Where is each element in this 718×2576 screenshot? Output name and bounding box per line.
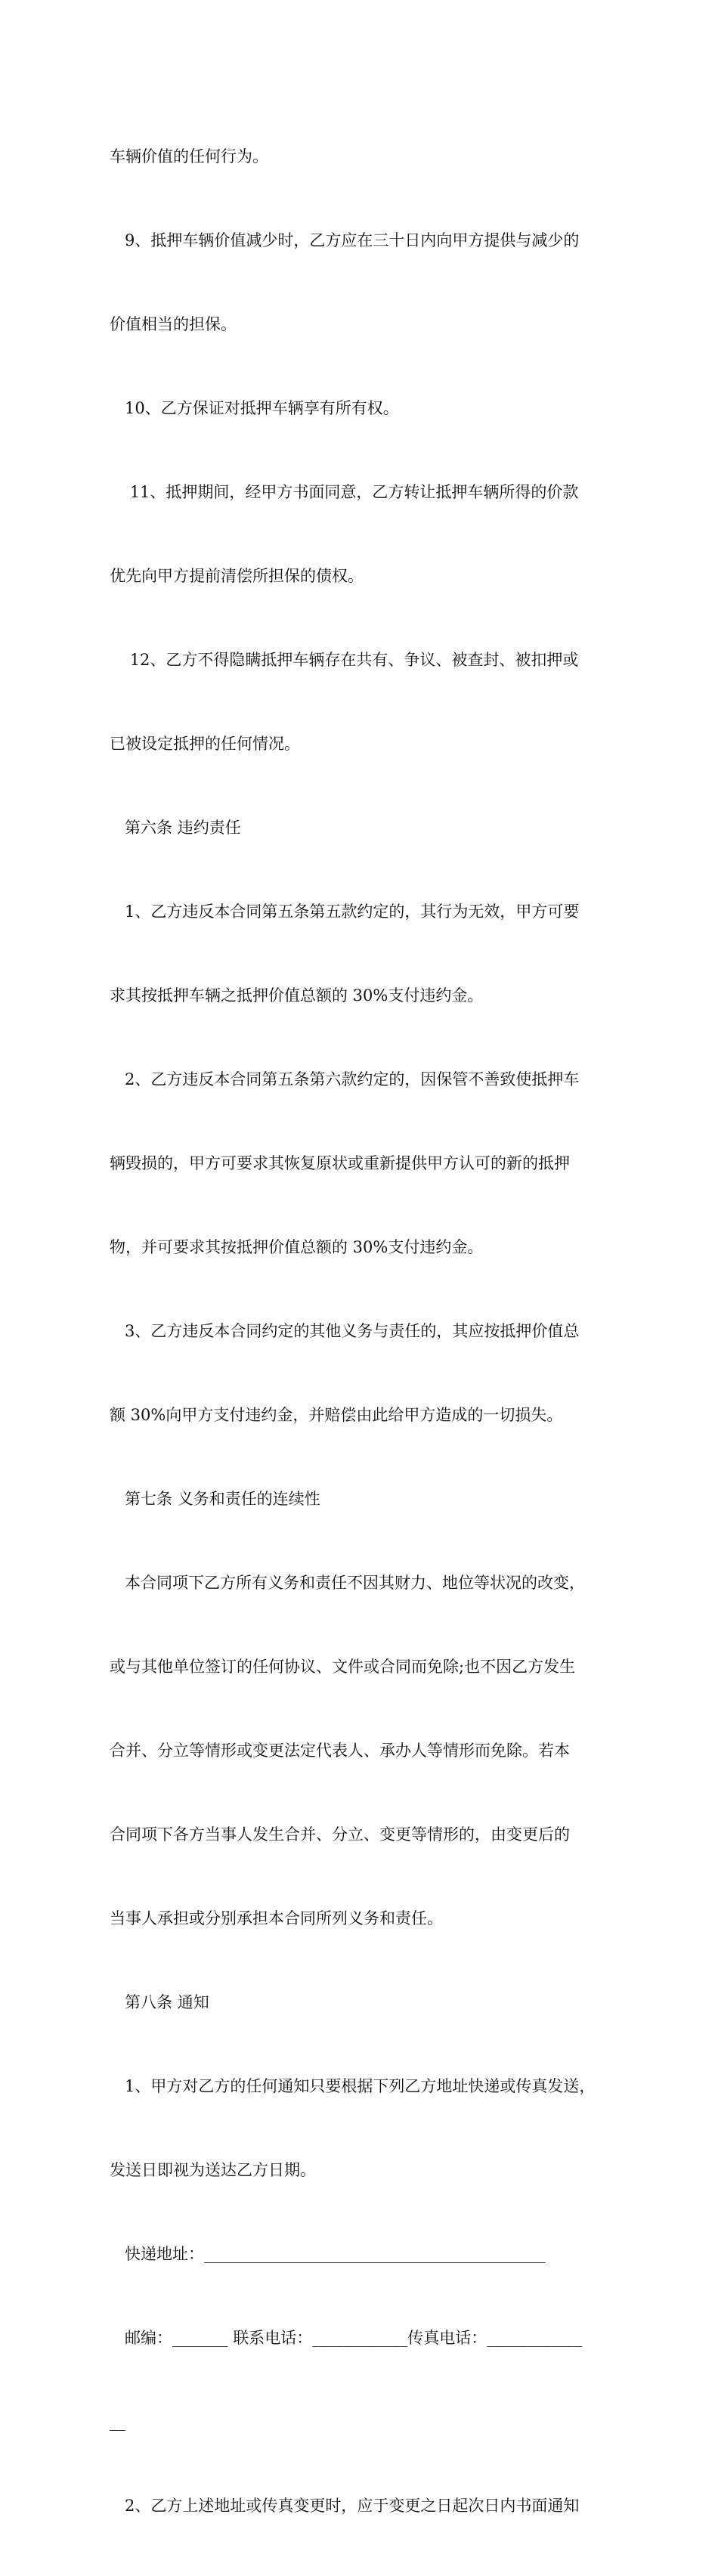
text-line: 额 30%向甲方支付违约金，并赔偿由此给甲方造成的一切损失。 [110, 1406, 563, 1424]
text-line: 求其按抵押车辆之抵押价值总额的 30%支付违约金。 [110, 986, 484, 1005]
text-line: 车辆价值的任何行为。 [110, 147, 268, 166]
text-line: 合并、分立等情形或变更法定代表人、承办人等情形而免除。若本 [110, 1742, 570, 1760]
section-heading: 第七条 义务和责任的连续性 [110, 1490, 320, 1508]
section-heading: 第八条 通知 [110, 1993, 209, 2011]
text-line: 11、抵押期间，经甲方书面同意，乙方转让抵押车辆所得的价款 [110, 483, 579, 501]
text-line: 2、乙方违反本合同第五条第六款约定的，因保管不善致使抵押车 [110, 1070, 580, 1088]
text-line: 2、乙方上述地址或传真变更时，应于变更之日起次日内书面通知 [110, 2497, 580, 2515]
text-line: 价值相当的担保。 [110, 315, 237, 333]
text-line: 1、甲方对乙方的任何通知只要根据下列乙方地址快递或传真发送， [110, 2077, 596, 2095]
text-line: 发送日即视为送达乙方日期。 [110, 2161, 316, 2179]
document-body [110, 87, 616, 2576]
text-line: 9、抵押车辆价值减少时，乙方应在三十日内向甲方提供与减少的 [110, 231, 580, 249]
contact-field-line: 邮编：_______ 联系电话：____________传真电话：____________ [110, 2329, 583, 2347]
text-line: 已被设定抵押的任何情况。 [110, 735, 300, 753]
text-line: 10、乙方保证对抵押车辆享有所有权。 [110, 399, 399, 417]
address-field-line: 快递地址：___________________________________________ [110, 2245, 546, 2263]
text-line: 辆毁损的，甲方可要求其恢复原状或重新提供甲方认可的新的抵押 [110, 1154, 570, 1172]
text-line: 3、乙方违反本合同约定的其他义务与责任的，其应按抵押价值总 [110, 1322, 580, 1340]
text-line: 本合同项下乙方所有义务和责任不因其财力、地位等状况的改变， [110, 1574, 586, 1592]
contact-field-line-cont: __ [110, 2413, 125, 2431]
text-line: 物，并可要求其按抵押价值总额的 30%支付违约金。 [110, 1238, 484, 1256]
text-line: 合同项下各方当事人发生合并、分立、变更等情形的，由变更后的 [110, 1825, 570, 1844]
text-line: 或与其他单位签订的任何协议、文件或合同而免除;也不因乙方发生 [110, 1658, 576, 1676]
text-line: 1、乙方违反本合同第五条第五款约定的，其行为无效，甲方可要 [110, 903, 580, 921]
document-page [110, 87, 616, 2576]
text-line: 12、乙方不得隐瞒抵押车辆存在共有、争议、被查封、被扣押或 [110, 651, 579, 669]
text-line: 优先向甲方提前清偿所担保的债权。 [110, 567, 364, 585]
section-heading: 第六条 违约责任 [110, 819, 241, 837]
text-line: 当事人承担或分别承担本合同所列义务和责任。 [110, 1909, 443, 1927]
